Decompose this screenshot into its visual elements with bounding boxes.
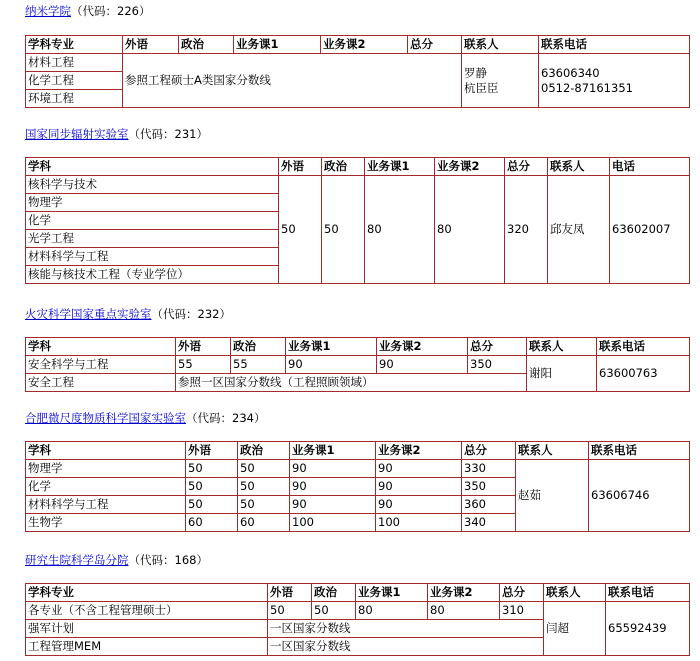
header-cell: 学科 — [26, 158, 279, 176]
score-table-nano — [25, 35, 690, 108]
subject-cell: 物理学 — [26, 194, 279, 212]
score-cell: 50 — [238, 478, 290, 496]
score-cell: 60 — [238, 514, 290, 532]
contact-cell: 谢阳 — [527, 356, 597, 392]
table-header-row — [26, 584, 690, 602]
header-cell: 业务课1 — [290, 442, 376, 460]
score-course1: 80 — [365, 176, 435, 284]
contact-cell: 闫超 — [544, 602, 606, 656]
header-cell: 政治 — [238, 442, 290, 460]
subject-cell: 工程管理MEM — [26, 638, 268, 656]
header-cell: 业务课2 — [376, 442, 462, 460]
phone-number: 63606340 — [541, 65, 600, 80]
header-cell: 业务课2 — [377, 338, 468, 356]
subject-cell: 化学工程 — [26, 72, 123, 90]
header-cell: 总分 — [505, 158, 548, 176]
contact-name: 杭臣臣 — [464, 80, 499, 95]
subject-cell: 光学工程 — [26, 230, 279, 248]
header-cell: 联系人 — [544, 584, 606, 602]
header-cell: 业务课2 — [435, 158, 505, 176]
header-cell: 外语 — [186, 442, 238, 460]
score-politics: 50 — [322, 176, 365, 284]
merged-note-cell: 一区国家分数线 — [268, 620, 544, 638]
score-cell: 350 — [462, 478, 516, 496]
score-table-fire — [25, 337, 690, 392]
header-cell: 业务课2 — [321, 36, 408, 54]
header-cell: 联系人 — [516, 442, 589, 460]
score-cell: 50 — [186, 478, 238, 496]
score-cell: 90 — [290, 478, 376, 496]
score-foreign-language: 50 — [279, 176, 322, 284]
section-code: （代码：168） — [128, 553, 208, 567]
merged-note-cell: 参照工程硕士A类国家分数线 — [123, 54, 462, 108]
header-cell: 联系电话 — [539, 36, 690, 54]
header-cell: 联系电话 — [606, 584, 690, 602]
header-cell: 总分 — [500, 584, 544, 602]
table-row — [26, 356, 690, 374]
header-cell: 联系人 — [548, 158, 610, 176]
subject-cell: 物理学 — [26, 460, 186, 478]
section-title-island — [25, 552, 208, 568]
contact-cell: 邱友凤 — [548, 176, 610, 284]
header-cell: 学科 — [26, 442, 186, 460]
score-cell: 55 — [176, 356, 231, 374]
score-table-island — [25, 583, 690, 656]
header-cell: 政治 — [312, 584, 356, 602]
score-cell: 360 — [462, 496, 516, 514]
subject-cell: 安全科学与工程 — [26, 356, 176, 374]
score-cell: 90 — [290, 496, 376, 514]
score-cell: 90 — [376, 496, 462, 514]
subject-cell: 材料工程 — [26, 54, 123, 72]
score-cell: 350 — [468, 356, 527, 374]
score-cell: 50 — [238, 460, 290, 478]
header-cell: 外语 — [123, 36, 179, 54]
score-cell: 310 — [500, 602, 544, 620]
header-cell: 总分 — [462, 442, 516, 460]
header-cell: 业务课1 — [286, 338, 377, 356]
header-cell: 联系人 — [527, 338, 597, 356]
score-course2: 80 — [435, 176, 505, 284]
header-cell: 业务课2 — [428, 584, 500, 602]
header-cell: 外语 — [279, 158, 322, 176]
section-title-fire — [25, 306, 231, 322]
phone-cell — [539, 54, 690, 108]
header-cell: 外语 — [176, 338, 231, 356]
header-cell: 总分 — [408, 36, 462, 54]
score-total: 320 — [505, 176, 548, 284]
header-cell: 联系电话 — [589, 442, 690, 460]
score-cell: 50 — [312, 602, 356, 620]
header-cell: 联系电话 — [597, 338, 690, 356]
subject-cell: 材料科学与工程 — [26, 248, 279, 266]
contact-cell: 赵茹 — [516, 460, 589, 532]
score-cell: 50 — [268, 602, 312, 620]
header-cell: 政治 — [179, 36, 234, 54]
score-cell: 330 — [462, 460, 516, 478]
contact-cell — [462, 54, 539, 108]
header-cell: 电话 — [610, 158, 690, 176]
score-cell: 80 — [428, 602, 500, 620]
section-link-fire[interactable]: 火灾科学国家重点实验室 — [25, 307, 152, 321]
section-link-nano[interactable]: 纳米学院 — [25, 4, 71, 18]
subject-cell: 环境工程 — [26, 90, 123, 108]
score-cell: 50 — [186, 496, 238, 514]
score-table-hfnl — [25, 441, 690, 532]
section-link-nsrl[interactable]: 国家同步辐射实验室 — [25, 127, 129, 141]
header-cell: 学科 — [26, 338, 176, 356]
contact-name: 罗静 — [464, 65, 487, 80]
phone-cell: 63602007 — [610, 176, 690, 284]
score-cell: 90 — [376, 478, 462, 496]
header-cell: 业务课1 — [234, 36, 321, 54]
section-code: （代码：231） — [128, 127, 208, 141]
header-cell: 学科专业 — [26, 584, 268, 602]
section-code: （代码：234） — [186, 411, 266, 425]
table-header-row — [26, 158, 690, 176]
section-code: （代码：232） — [151, 307, 231, 321]
score-cell: 55 — [231, 356, 286, 374]
score-cell: 100 — [376, 514, 462, 532]
subject-cell: 强军计划 — [26, 620, 268, 638]
section-title-nano — [25, 3, 150, 19]
subject-cell: 核能与核技术工程（专业学位） — [26, 266, 279, 284]
section-title-hfnl — [25, 410, 265, 426]
header-cell: 业务课1 — [356, 584, 428, 602]
subject-cell: 核科学与技术 — [26, 176, 279, 194]
header-cell: 联系人 — [462, 36, 539, 54]
score-table-nsrl — [25, 157, 690, 284]
header-cell: 总分 — [468, 338, 527, 356]
section-code: （代码：226） — [71, 4, 151, 18]
subject-cell: 材料科学与工程 — [26, 496, 186, 514]
score-cell: 90 — [376, 460, 462, 478]
score-cell: 90 — [286, 356, 377, 374]
table-row — [26, 54, 690, 72]
merged-note-cell: 一区国家分数线 — [268, 638, 544, 656]
table-header-row — [26, 442, 690, 460]
score-cell: 340 — [462, 514, 516, 532]
table-header-row — [26, 36, 690, 54]
score-cell: 60 — [186, 514, 238, 532]
score-cell: 90 — [377, 356, 468, 374]
table-row — [26, 460, 690, 478]
score-cell: 50 — [186, 460, 238, 478]
phone-cell: 65592439 — [606, 602, 690, 656]
header-cell: 业务课1 — [365, 158, 435, 176]
phone-cell: 63600763 — [597, 356, 690, 392]
table-row — [26, 602, 690, 620]
subject-cell: 安全工程 — [26, 374, 176, 392]
header-cell: 学科专业 — [26, 36, 123, 54]
score-cell: 100 — [290, 514, 376, 532]
header-cell: 外语 — [268, 584, 312, 602]
section-link-hfnl[interactable]: 合肥微尺度物质科学国家实验室 — [25, 411, 186, 425]
table-header-row — [26, 338, 690, 356]
header-cell: 政治 — [231, 338, 286, 356]
merged-note-cell: 参照一区国家分数线（工程照顾领域） — [176, 374, 527, 392]
score-cell: 50 — [238, 496, 290, 514]
subject-cell: 化学 — [26, 212, 279, 230]
phone-number: 0512-87161351 — [541, 80, 633, 95]
subject-cell: 各专业（不含工程管理硕士） — [26, 602, 268, 620]
subject-cell: 生物学 — [26, 514, 186, 532]
phone-cell: 63606746 — [589, 460, 690, 532]
section-link-island[interactable]: 研究生院科学岛分院 — [25, 553, 129, 567]
subject-cell: 化学 — [26, 478, 186, 496]
section-title-nsrl — [25, 126, 208, 142]
header-cell: 政治 — [322, 158, 365, 176]
table-row — [26, 176, 690, 194]
score-cell: 90 — [290, 460, 376, 478]
score-cell: 80 — [356, 602, 428, 620]
